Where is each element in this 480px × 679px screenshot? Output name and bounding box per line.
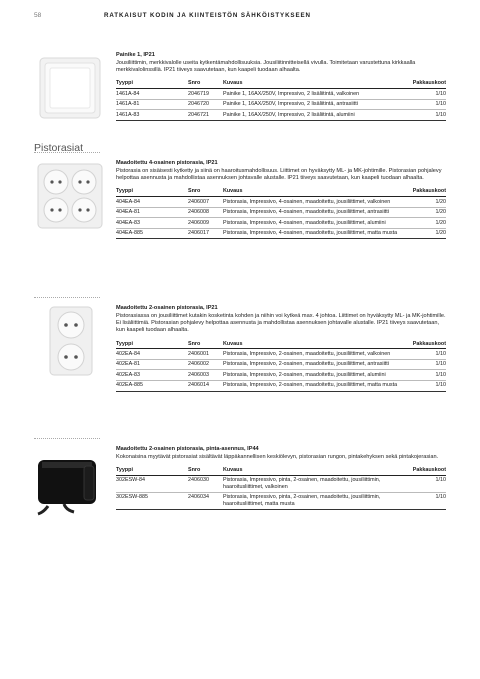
cell-type: 404EA-81 (116, 207, 188, 218)
cell-sno: 2046720 (188, 99, 223, 110)
col-sno: Snro (188, 79, 223, 88)
cell-desc: Pistorasia, Impressivo, 4-osainen, maadoitettu, jousiliittimet, alumiini (223, 218, 402, 229)
table-row (116, 380, 446, 391)
table-row (116, 89, 446, 100)
running-title: RATKAISUT KODIN JA KIINTEISTÖN SÄHKÖISTYKSEEN (104, 12, 311, 19)
cell-pack: 1/10 (402, 475, 446, 492)
cell-pack: 1/10 (402, 380, 446, 391)
cell-type: 1461A-83 (116, 110, 188, 121)
cell-desc: Painike 1, 16AX/250V, Impressivo, 2 lisäliitintä, antrasiitti (223, 99, 402, 110)
cell-pack: 1/10 (402, 99, 446, 110)
switch-image (34, 52, 106, 124)
cell-desc: Pistorasia, Impressivo, pinta, 2-osainen, maadoitettu, jousiliittimin, haaroitusliittimet, valkoinen (223, 475, 402, 492)
col-type: Tyyppi (116, 340, 188, 349)
divider (34, 438, 100, 439)
cell-sno: 2406003 (188, 370, 223, 381)
table-row (116, 359, 446, 370)
cell-pack: 1/10 (402, 370, 446, 381)
cell-desc: Pistorasia, Impressivo, 4-osainen, maadoitettu, jousiliittimet, matta musta (223, 228, 402, 239)
col-desc: Kuvaus (223, 340, 402, 349)
cell-type: 1461A-81 (116, 99, 188, 110)
col-pack: Pakkauskoot (402, 340, 446, 349)
cell-type: 402EA-83 (116, 370, 188, 381)
cell-type: 402EA-84 (116, 349, 188, 360)
product-table (116, 79, 446, 120)
cell-desc: Painike 1, 16AX/250V, Impressivo, 2 lisäliitintä, alumiini (223, 110, 402, 121)
cell-type: 402EA-81 (116, 359, 188, 370)
table-row (116, 370, 446, 381)
col-sno: Snro (188, 187, 223, 196)
divider (34, 152, 100, 153)
col-sno: Snro (188, 466, 223, 475)
cell-type: 404EA-84 (116, 197, 188, 208)
product-description: Pistorasia on sisäisesti kytketty ja siinä on haaroitusmahdollisuus. Liittimet on hyväksytty ML- ja MK-johtimille. Pistorasian pohjalevy helpottaa asennusta ja mahdollistaa asennuksen johtavalle alustalle. IP21 tiiveys saavutetaan, kun kaapeli tuodaan alhaalta. (116, 168, 442, 182)
col-type: Tyyppi (116, 187, 188, 196)
product-title: Maadoitettu 2-osainen pistorasia, pinta-asennus, IP44 (116, 446, 259, 452)
surface-socket-image (34, 446, 106, 518)
product-title: Maadoitettu 2-osainen pistorasia, IP21 (116, 305, 218, 311)
cell-desc: Pistorasia, Impressivo, 2-osainen, maadoitettu, jousiliittimet, valkoinen (223, 349, 402, 360)
cell-desc: Painike 1, 16AX/250V, Impressivo, 2 lisäliitintä, valkoinen (223, 89, 402, 100)
col-type: Tyyppi (116, 79, 188, 88)
cell-sno: 2046719 (188, 89, 223, 100)
product-table (116, 466, 446, 510)
cell-pack: 1/20 (402, 207, 446, 218)
cell-pack: 1/10 (402, 89, 446, 100)
cell-type: 404EA-885 (116, 228, 188, 239)
product-description: Pistorasiassa on jousiliittimet kutakin kosketinta kohden ja niihin voi kytkeä max. 4 johtoa. Liittimet on hyväksytty ML- ja MK-johtimille. Ei lisäliittimiä. Pistorasian pohjalevy helpottaa asennusta ja mahdollistaa asennuksen johtavalle alustalle. IP21 tiiveys saavutetaan, kun kaapeli tuodaan alhaalta. (116, 313, 446, 334)
socket-4-image (34, 160, 106, 232)
table-row (116, 218, 446, 229)
table-row (116, 492, 446, 509)
cell-sno: 2406007 (188, 197, 223, 208)
cell-type: 302ESW-84 (116, 475, 188, 492)
cell-pack: 1/20 (402, 218, 446, 229)
cell-pack: 1/20 (402, 197, 446, 208)
col-desc: Kuvaus (223, 466, 402, 475)
col-desc: Kuvaus (223, 187, 402, 196)
table-row (116, 349, 446, 360)
cell-sno: 2406009 (188, 218, 223, 229)
cell-desc: Pistorasia, Impressivo, 2-osainen, maadoitettu, jousiliittimet, antrasiitti (223, 359, 402, 370)
col-pack: Pakkauskoot (402, 466, 446, 475)
cell-sno: 2406034 (188, 492, 223, 509)
cell-type: 302ESW-885 (116, 492, 188, 509)
cell-pack: 1/10 (402, 359, 446, 370)
cell-pack: 1/10 (402, 110, 446, 121)
table-row (116, 207, 446, 218)
product-title: Maadoitettu 4-osainen pistorasia, IP21 (116, 160, 218, 166)
col-sno: Snro (188, 340, 223, 349)
cell-sno: 2406014 (188, 380, 223, 391)
col-type: Tyyppi (116, 466, 188, 475)
table-row (116, 197, 446, 208)
page-header (34, 12, 446, 24)
cell-pack: 1/20 (402, 228, 446, 239)
table-row (116, 228, 446, 239)
col-pack: Pakkauskoot (402, 79, 446, 88)
cell-sno: 2406030 (188, 475, 223, 492)
divider (34, 297, 100, 298)
product-description: Jousiliittimin, merkkivalolle useita kytkentämahdollisuuksia. Jousiliitinnitteisellä vivulla. Toimitetaan varustettuna kirkkaalla merkkivalolinssillä. IP21 tiiveys saavutetaan, kun kaapeli tuodaan alhaalta. (116, 60, 416, 74)
table-row (116, 475, 446, 492)
cell-pack: 1/10 (402, 349, 446, 360)
cell-desc: Pistorasia, Impressivo, pinta, 2-osainen, maadoitettu, jousiliittimin, haaroitusliittimet, matta musta (223, 492, 402, 509)
cell-sno: 2406001 (188, 349, 223, 360)
table-row (116, 110, 446, 121)
cell-desc: Pistorasia, Impressivo, 2-osainen, maadoitettu, jousiliittimet, alumiini (223, 370, 402, 381)
cell-desc: Pistorasia, Impressivo, 4-osainen, maadoitettu, jousiliittimet, antrasiitti (223, 207, 402, 218)
cell-sno: 2406002 (188, 359, 223, 370)
product-table (116, 187, 446, 239)
cell-type: 404EA-83 (116, 218, 188, 229)
page-number: 58 (34, 12, 42, 19)
col-desc: Kuvaus (223, 79, 402, 88)
cell-desc: Pistorasia, Impressivo, 4-osainen, maadoitettu, jousiliittimet, valkoinen (223, 197, 402, 208)
product-table (116, 340, 446, 392)
col-pack: Pakkauskoot (402, 187, 446, 196)
cell-type: 402EA-885 (116, 380, 188, 391)
cell-sno: 2046721 (188, 110, 223, 121)
product-title: Painike 1, IP21 (116, 52, 155, 58)
cell-sno: 2406017 (188, 228, 223, 239)
cell-sno: 2406008 (188, 207, 223, 218)
cell-desc: Pistorasia, Impressivo, 2-osainen, maadoitettu, jousiliittimet, matta musta (223, 380, 402, 391)
product-description: Kokonaisina myytävät pistorasiat sisältävät läppäkannellisen keskiölevyn, pistorasian rungon, pintakehyksen sekä pintakojerasian. (116, 454, 439, 460)
socket-2-image (34, 305, 106, 377)
table-row (116, 99, 446, 110)
section-heading: Pistorasiat (34, 142, 84, 154)
cell-type: 1461A-84 (116, 89, 188, 100)
cell-pack: 1/10 (402, 492, 446, 509)
